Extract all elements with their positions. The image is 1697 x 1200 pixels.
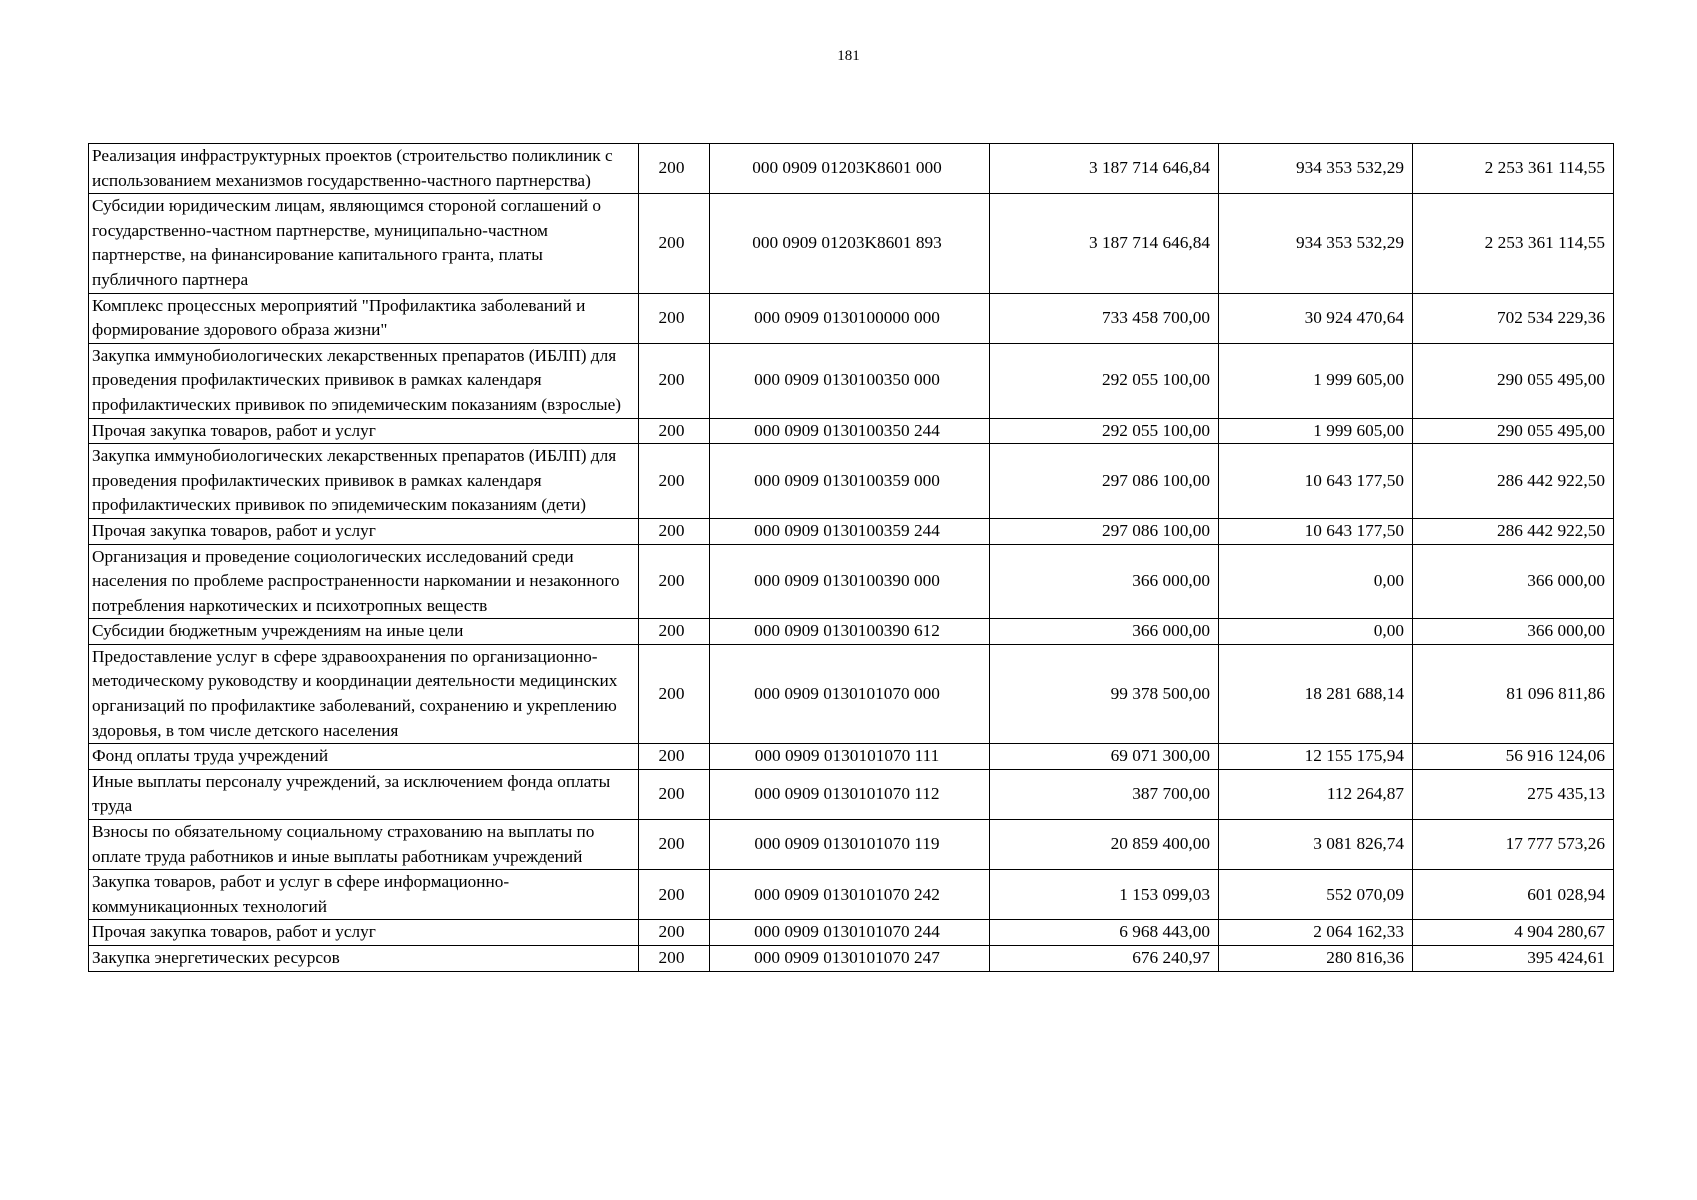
row-executed-cell: 934 353 532,29 <box>1219 194 1413 293</box>
row-remaining-cell: 286 442 922,50 <box>1413 444 1614 519</box>
row-remaining-cell: 366 000,00 <box>1413 619 1614 645</box>
row-line-code-cell: 200 <box>639 820 710 870</box>
row-approved-cell: 3 187 714 646,84 <box>990 194 1219 293</box>
row-classification-code-cell: 000 0909 0130101070 111 <box>710 744 990 770</box>
row-executed-cell: 552 070,09 <box>1219 870 1413 920</box>
table-row <box>89 820 1614 870</box>
row-line-code-cell: 200 <box>639 744 710 770</box>
row-classification-code-cell: 000 0909 0130101070 000 <box>710 644 990 743</box>
row-remaining-cell: 2 253 361 114,55 <box>1413 144 1614 194</box>
row-approved-cell: 366 000,00 <box>990 619 1219 645</box>
row-remaining-cell: 366 000,00 <box>1413 544 1614 619</box>
row-name-cell: Закупка товаров, работ и услуг в сфере информационно-коммуникационных технологий <box>89 870 639 920</box>
row-remaining-cell: 4 904 280,67 <box>1413 920 1614 946</box>
row-name-cell: Прочая закупка товаров, работ и услуг <box>89 418 639 444</box>
row-name-cell: Иные выплаты персоналу учреждений, за исключением фонда оплаты труда <box>89 769 639 819</box>
row-classification-code-cell: 000 0909 0130101070 244 <box>710 920 990 946</box>
row-classification-code-cell: 000 0909 01203K8601 893 <box>710 194 990 293</box>
table-row <box>89 920 1614 946</box>
row-remaining-cell: 395 424,61 <box>1413 946 1614 972</box>
row-executed-cell: 10 643 177,50 <box>1219 444 1413 519</box>
row-approved-cell: 676 240,97 <box>990 946 1219 972</box>
row-executed-cell: 0,00 <box>1219 619 1413 645</box>
table-row <box>89 769 1614 819</box>
table-row <box>89 444 1614 519</box>
row-name-cell: Взносы по обязательному социальному страхованию на выплаты по оплате труда работников и иные выплаты работникам учреждений <box>89 820 639 870</box>
row-remaining-cell: 286 442 922,50 <box>1413 518 1614 544</box>
row-executed-cell: 280 816,36 <box>1219 946 1413 972</box>
row-remaining-cell: 17 777 573,26 <box>1413 820 1614 870</box>
row-name-cell: Предоставление услуг в сфере здравоохранения по организационно-методическому руководству и координации деятельности медицинских организаций по профилактике заболеваний, сохранению и укреплению здоровья, в том числе детского населения <box>89 644 639 743</box>
table-row <box>89 293 1614 343</box>
row-line-code-cell: 200 <box>639 769 710 819</box>
table-row <box>89 619 1614 645</box>
table-row <box>89 644 1614 743</box>
row-line-code-cell: 200 <box>639 544 710 619</box>
row-classification-code-cell: 000 0909 0130101070 119 <box>710 820 990 870</box>
row-remaining-cell: 275 435,13 <box>1413 769 1614 819</box>
row-approved-cell: 6 968 443,00 <box>990 920 1219 946</box>
row-line-code-cell: 200 <box>639 920 710 946</box>
row-remaining-cell: 2 253 361 114,55 <box>1413 194 1614 293</box>
row-remaining-cell: 702 534 229,36 <box>1413 293 1614 343</box>
row-name-cell: Комплекс процессных мероприятий "Профилактика заболеваний и формирование здорового образа жизни" <box>89 293 639 343</box>
row-approved-cell: 292 055 100,00 <box>990 343 1219 418</box>
table-row <box>89 144 1614 194</box>
table-row <box>89 343 1614 418</box>
row-approved-cell: 1 153 099,03 <box>990 870 1219 920</box>
row-line-code-cell: 200 <box>639 946 710 972</box>
row-executed-cell: 18 281 688,14 <box>1219 644 1413 743</box>
row-name-cell: Организация и проведение социологических исследований среди населения по проблеме распространенности наркомании и незаконного потребления наркотических и психотропных веществ <box>89 544 639 619</box>
row-line-code-cell: 200 <box>639 870 710 920</box>
row-classification-code-cell: 000 0909 0130100350 000 <box>710 343 990 418</box>
row-executed-cell: 3 081 826,74 <box>1219 820 1413 870</box>
row-approved-cell: 366 000,00 <box>990 544 1219 619</box>
row-approved-cell: 3 187 714 646,84 <box>990 144 1219 194</box>
row-classification-code-cell: 000 0909 0130100350 244 <box>710 418 990 444</box>
row-executed-cell: 934 353 532,29 <box>1219 144 1413 194</box>
row-classification-code-cell: 000 0909 0130101070 112 <box>710 769 990 819</box>
row-name-cell: Прочая закупка товаров, работ и услуг <box>89 518 639 544</box>
row-executed-cell: 2 064 162,33 <box>1219 920 1413 946</box>
row-classification-code-cell: 000 0909 01203K8601 000 <box>710 144 990 194</box>
row-name-cell: Закупка энергетических ресурсов <box>89 946 639 972</box>
row-approved-cell: 69 071 300,00 <box>990 744 1219 770</box>
table-row <box>89 418 1614 444</box>
row-classification-code-cell: 000 0909 0130101070 242 <box>710 870 990 920</box>
row-remaining-cell: 56 916 124,06 <box>1413 744 1614 770</box>
row-line-code-cell: 200 <box>639 194 710 293</box>
table-row <box>89 518 1614 544</box>
row-classification-code-cell: 000 0909 0130100000 000 <box>710 293 990 343</box>
row-line-code-cell: 200 <box>639 418 710 444</box>
row-executed-cell: 112 264,87 <box>1219 769 1413 819</box>
row-line-code-cell: 200 <box>639 619 710 645</box>
row-approved-cell: 292 055 100,00 <box>990 418 1219 444</box>
row-approved-cell: 387 700,00 <box>990 769 1219 819</box>
row-approved-cell: 99 378 500,00 <box>990 644 1219 743</box>
page-number: 181 <box>837 48 860 64</box>
row-name-cell: Закупка иммунобиологических лекарственных препаратов (ИБЛП) для проведения профилактических прививок в рамках календаря профилактических прививок по эпидемическим показаниям (взрослые) <box>89 343 639 418</box>
row-classification-code-cell: 000 0909 0130100359 000 <box>710 444 990 519</box>
row-executed-cell: 10 643 177,50 <box>1219 518 1413 544</box>
row-classification-code-cell: 000 0909 0130100359 244 <box>710 518 990 544</box>
row-classification-code-cell: 000 0909 0130101070 247 <box>710 946 990 972</box>
table-row <box>89 744 1614 770</box>
row-name-cell: Реализация инфраструктурных проектов (строительство поликлиник с использованием механизмов государственно-частного партнерства) <box>89 144 639 194</box>
table-row <box>89 870 1614 920</box>
row-name-cell: Субсидии бюджетным учреждениям на иные цели <box>89 619 639 645</box>
row-executed-cell: 1 999 605,00 <box>1219 343 1413 418</box>
table-row <box>89 194 1614 293</box>
budget-table-body <box>89 144 1614 972</box>
row-approved-cell: 297 086 100,00 <box>990 444 1219 519</box>
row-executed-cell: 30 924 470,64 <box>1219 293 1413 343</box>
row-executed-cell: 12 155 175,94 <box>1219 744 1413 770</box>
row-line-code-cell: 200 <box>639 518 710 544</box>
budget-table <box>88 143 1614 972</box>
row-name-cell: Субсидии юридическим лицам, являющимся стороной соглашений о государственно-частном партнерстве, муниципально-частном партнерстве, на финансирование капитального гранта, платы публичного партнера <box>89 194 639 293</box>
row-remaining-cell: 81 096 811,86 <box>1413 644 1614 743</box>
row-name-cell: Прочая закупка товаров, работ и услуг <box>89 920 639 946</box>
row-line-code-cell: 200 <box>639 293 710 343</box>
row-remaining-cell: 290 055 495,00 <box>1413 418 1614 444</box>
row-classification-code-cell: 000 0909 0130100390 612 <box>710 619 990 645</box>
row-approved-cell: 733 458 700,00 <box>990 293 1219 343</box>
row-name-cell: Закупка иммунобиологических лекарственных препаратов (ИБЛП) для проведения профилактических прививок в рамках календаря профилактических прививок по эпидемическим показаниям (дети) <box>89 444 639 519</box>
row-classification-code-cell: 000 0909 0130100390 000 <box>710 544 990 619</box>
row-line-code-cell: 200 <box>639 144 710 194</box>
row-line-code-cell: 200 <box>639 444 710 519</box>
table-row <box>89 946 1614 972</box>
row-executed-cell: 0,00 <box>1219 544 1413 619</box>
row-name-cell: Фонд оплаты труда учреждений <box>89 744 639 770</box>
row-approved-cell: 20 859 400,00 <box>990 820 1219 870</box>
row-remaining-cell: 601 028,94 <box>1413 870 1614 920</box>
row-remaining-cell: 290 055 495,00 <box>1413 343 1614 418</box>
row-line-code-cell: 200 <box>639 644 710 743</box>
row-approved-cell: 297 086 100,00 <box>990 518 1219 544</box>
row-line-code-cell: 200 <box>639 343 710 418</box>
table-row <box>89 544 1614 619</box>
row-executed-cell: 1 999 605,00 <box>1219 418 1413 444</box>
